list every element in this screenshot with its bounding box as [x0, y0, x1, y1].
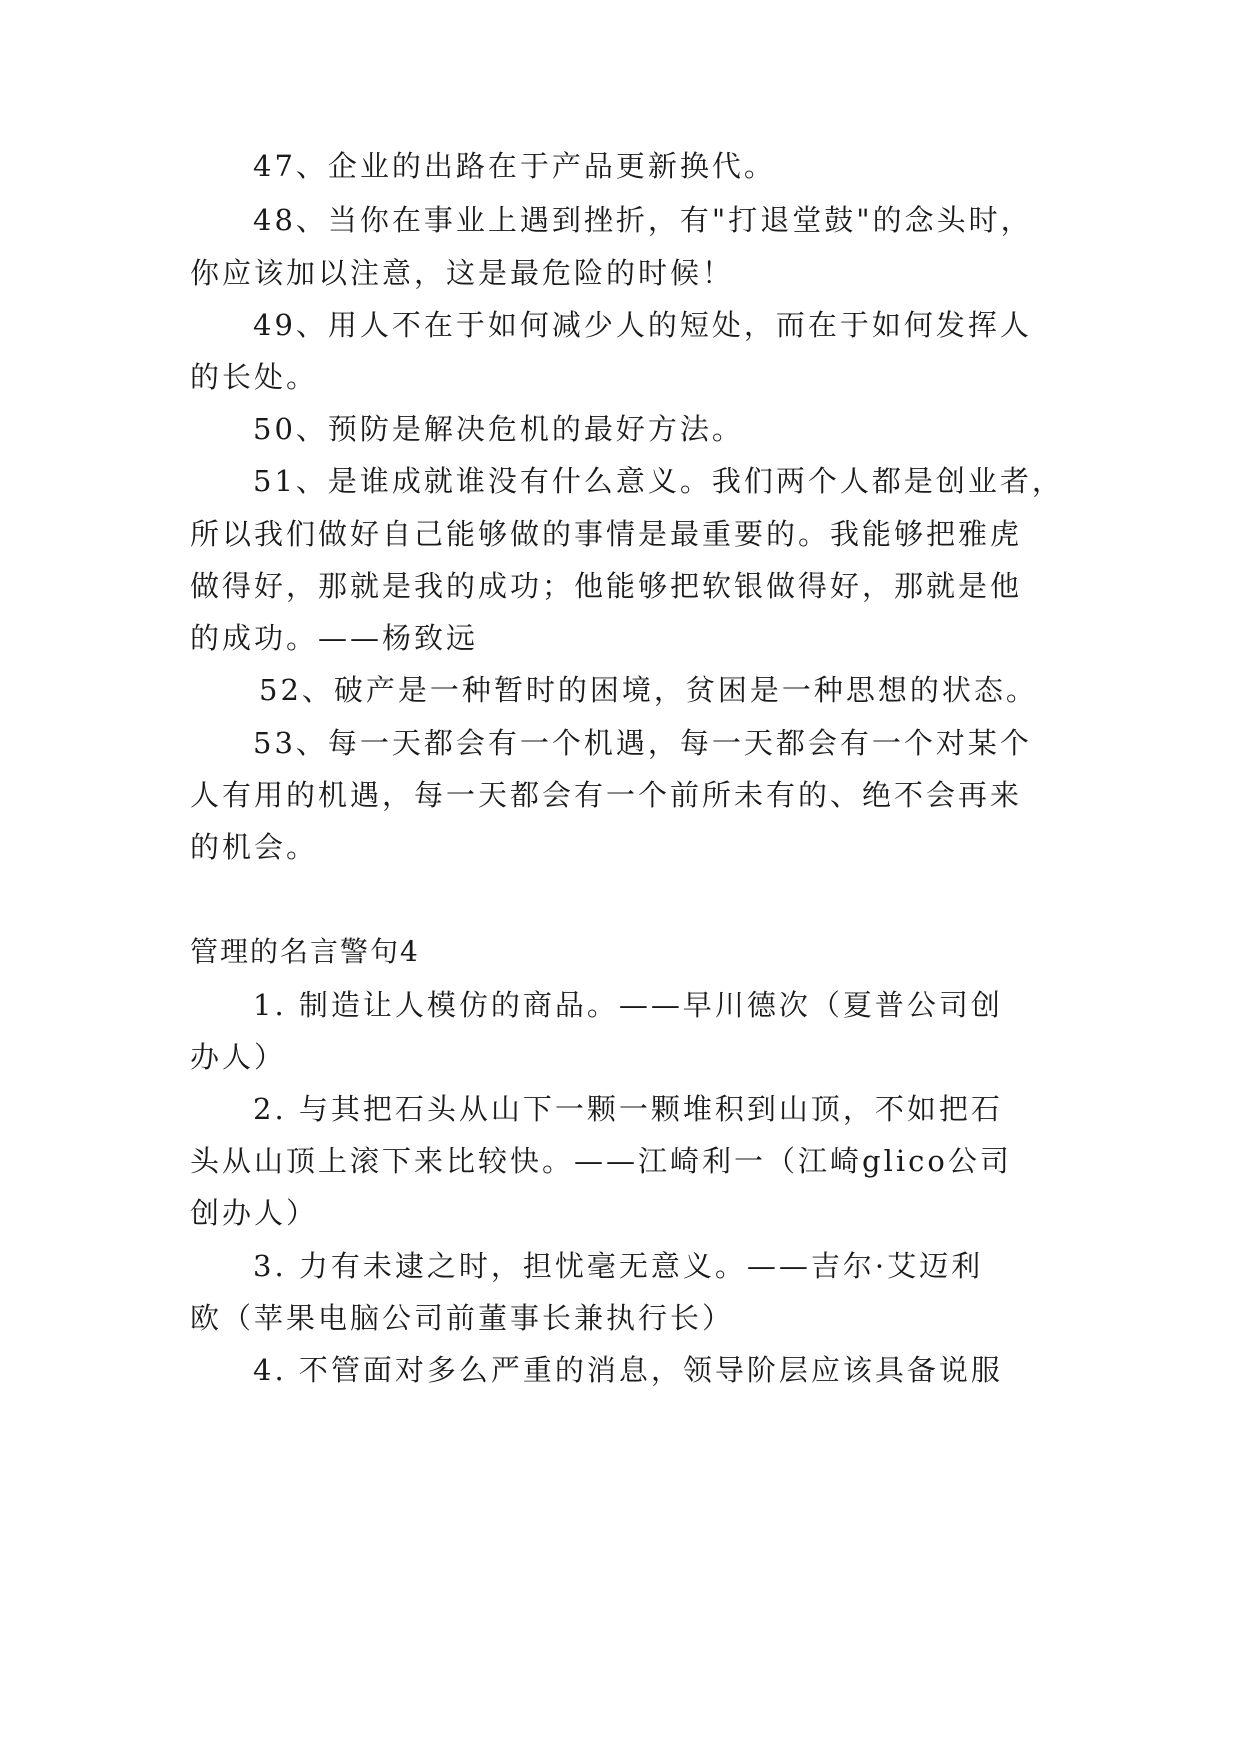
- paragraph-line: 的成功。——杨致远: [190, 621, 479, 655]
- paragraph-line: 人有用的机遇，每一天都会有一个前所未有的、绝不会再来: [190, 778, 1023, 812]
- paragraph-line: 48、当你在事业上遇到挫折，有"打退堂鼓"的念头时，: [253, 203, 1033, 237]
- paragraph-line: 的机会。: [190, 830, 319, 864]
- quote-line: 4. 不管面对多么严重的消息，领导阶层应该具备说服: [253, 1353, 1003, 1387]
- paragraph-line: 的长处。: [190, 360, 319, 394]
- paragraph-line: 51、是谁成就谁没有什么意义。我们两个人都是创业者，: [253, 464, 1064, 498]
- quote-line: 办人）: [190, 1040, 287, 1074]
- paragraph-line: 做得好，那就是我的成功；他能够把软银做得好，那就是他: [190, 569, 1023, 603]
- paragraph-line: 53、每一天都会有一个机遇，每一天都会有一个对某个: [253, 726, 1032, 760]
- paragraph-line: 52、破产是一种暂时的困境，贫困是一种思想的状态。: [259, 673, 1038, 707]
- quote-line: 2. 与其把石头从山下一颗一颗堆积到山顶，不如把石: [253, 1092, 1003, 1126]
- quote-line: 创办人）: [190, 1196, 319, 1230]
- paragraph-line: 47、企业的出路在于产品更新换代。: [253, 149, 776, 183]
- paragraph-line: 所以我们做好自己能够做的事情是最重要的。我能够把雅虎: [190, 517, 1023, 551]
- quote-line: 欧（苹果电脑公司前董事长兼执行长）: [190, 1301, 735, 1335]
- quote-line: 3. 力有未逮之时，担忧毫无意义。——吉尔·艾迈利: [253, 1249, 984, 1283]
- paragraph-line: 49、用人不在于如何减少人的短处，而在于如何发挥人: [253, 308, 1032, 342]
- paragraph-line: 你应该加以注意，这是最危险的时候！: [190, 256, 735, 290]
- paragraph-line: 50、预防是解决危机的最好方法。: [253, 412, 744, 446]
- section-heading: 管理的名言警句4: [190, 935, 420, 968]
- quote-line: 头从山顶上滚下来比较快。——江崎利一（江崎glico公司: [190, 1144, 1012, 1178]
- quote-line: 1. 制造让人模仿的商品。——早川德次（夏普公司创: [253, 988, 1003, 1022]
